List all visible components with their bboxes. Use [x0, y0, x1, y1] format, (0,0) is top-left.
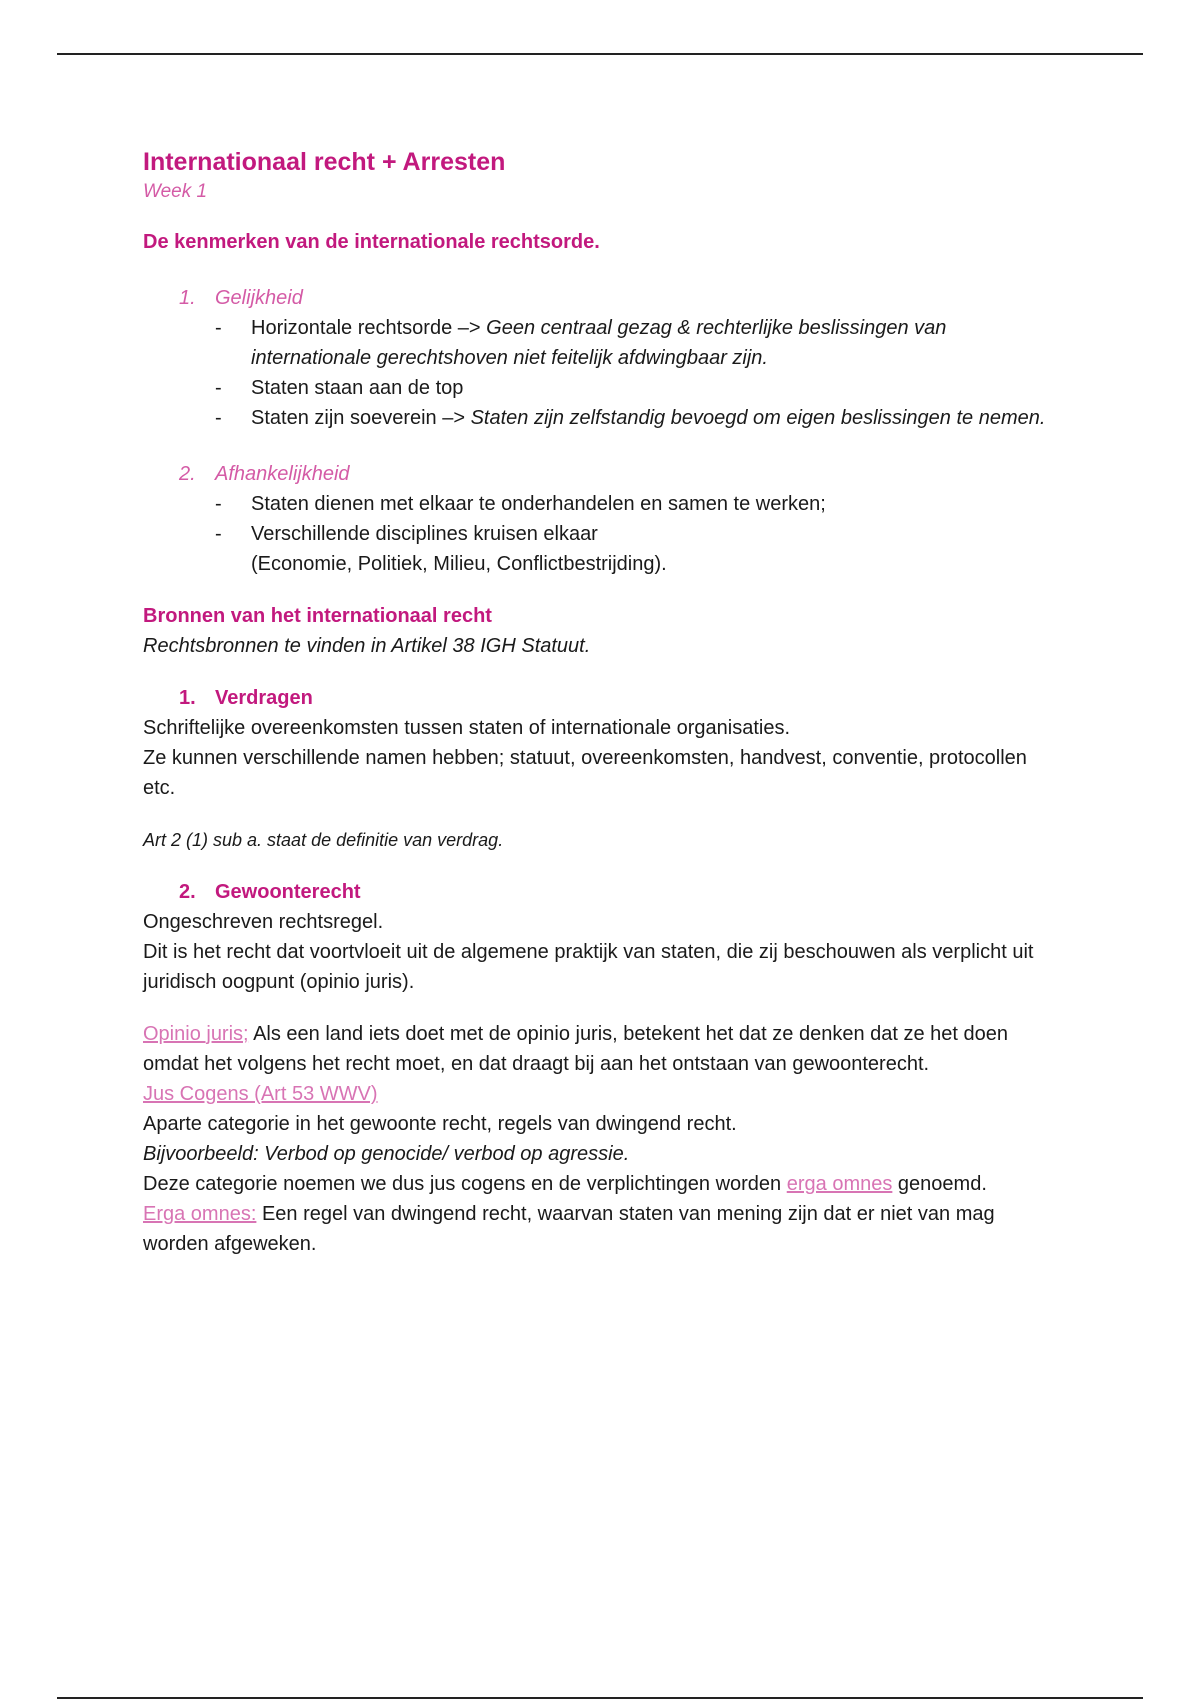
document-body [143, 145, 1063, 1259]
bullet-list-gelijkheid [143, 313, 1063, 433]
paragraph: Ongeschreven rechtsregel. [143, 911, 384, 933]
paragraph: Ze kunnen verschillende namen hebben; statuut, overeenkomsten, handvest, conventie, protocollen etc. [143, 747, 1027, 799]
item-heading-gelijkheid [143, 283, 1063, 313]
definition-erga-omnes: Erga omnes: Een regel van dwingend recht, waarvan staten van mening zijn dat er niet van mag worden afgeweken. [143, 1203, 995, 1255]
item-heading-verdragen [143, 683, 1063, 713]
item-number: 2. [179, 881, 196, 903]
item-label: Gelijkheid [215, 287, 303, 309]
list-item: - Verschillende disciplines kruisen elkaar [215, 523, 598, 545]
note: Art 2 (1) sub a. staat de definitie van verdrag. [143, 830, 504, 850]
item-number: 2. [179, 463, 196, 485]
paragraph: Dit is het recht dat voortvloeit uit de algemene praktijk van staten, die zij beschouwen als verplicht uit juridisch oogpunt (opinio juris). [143, 941, 1034, 993]
list-item: - Staten zijn soeverein –> Staten zijn zelfstandig bevoegd om eigen beslissingen te nemen. [215, 407, 1046, 429]
term-jus-cogens: Jus Cogens (Art 53 WWV) [143, 1083, 378, 1105]
definition-opinio-juris: Opinio juris; Als een land iets doet met de opinio juris, betekent het dat ze denken dat ze het doen omdat het volgens het recht moet, en dat draagt bij aan het ontstaan van gewoonterecht. [143, 1023, 1009, 1075]
list-item: - Horizontale rechtsorde –> Geen centraal gezag & rechterlijke beslissingen van internationale gerechtshoven niet feitelijk afdwingbaar zijn. [215, 317, 947, 369]
list-item: - Staten dienen met elkaar te onderhandelen en samen te werken; [215, 493, 826, 515]
item-number: 1. [179, 287, 196, 309]
list-item: - Staten staan aan de top [215, 377, 464, 399]
section-heading-kenmerken: De kenmerken van de internationale rechtsorde. [143, 231, 600, 253]
term-erga-omnes-inline: erga omnes [786, 1173, 893, 1195]
item-number: 1. [179, 687, 196, 709]
section-intro: Rechtsbronnen te vinden in Artikel 38 IGH Statuut. [143, 635, 591, 657]
paragraph: Aparte categorie in het gewoonte recht, regels van dwingend recht. [143, 1113, 737, 1135]
example: Bijvoorbeeld: Verbod op genocide/ verbod op agressie. [143, 1143, 630, 1165]
bullet-list-afhankelijkheid [143, 489, 1063, 549]
document-subtitle: Week 1 [143, 181, 208, 202]
document-title: Internationaal recht + Arresten [143, 148, 506, 176]
paragraph: Schriftelijke overeenkomsten tussen staten of internationale organisaties. [143, 717, 791, 739]
paragraph: Deze categorie noemen we dus jus cogens en de verplichtingen worden erga omnes genoemd. [143, 1173, 987, 1195]
term-jus-cogens-line [143, 1079, 1063, 1109]
top-rule [57, 53, 1143, 55]
term-erga-omnes: Erga omnes: [143, 1203, 257, 1225]
item-heading-afhankelijkheid [143, 459, 1063, 489]
bullet-continuation: (Economie, Politiek, Milieu, Conflictbestrijding). [251, 553, 667, 575]
item-heading-gewoonterecht [143, 877, 1063, 907]
section-heading-bronnen: Bronnen van het internationaal recht [143, 605, 492, 627]
item-label: Verdragen [215, 687, 313, 709]
item-label: Gewoonterecht [215, 881, 361, 903]
bottom-rule [57, 1697, 1143, 1699]
item-label: Afhankelijkheid [215, 463, 350, 485]
term-opinio-juris: Opinio juris; [143, 1023, 249, 1045]
